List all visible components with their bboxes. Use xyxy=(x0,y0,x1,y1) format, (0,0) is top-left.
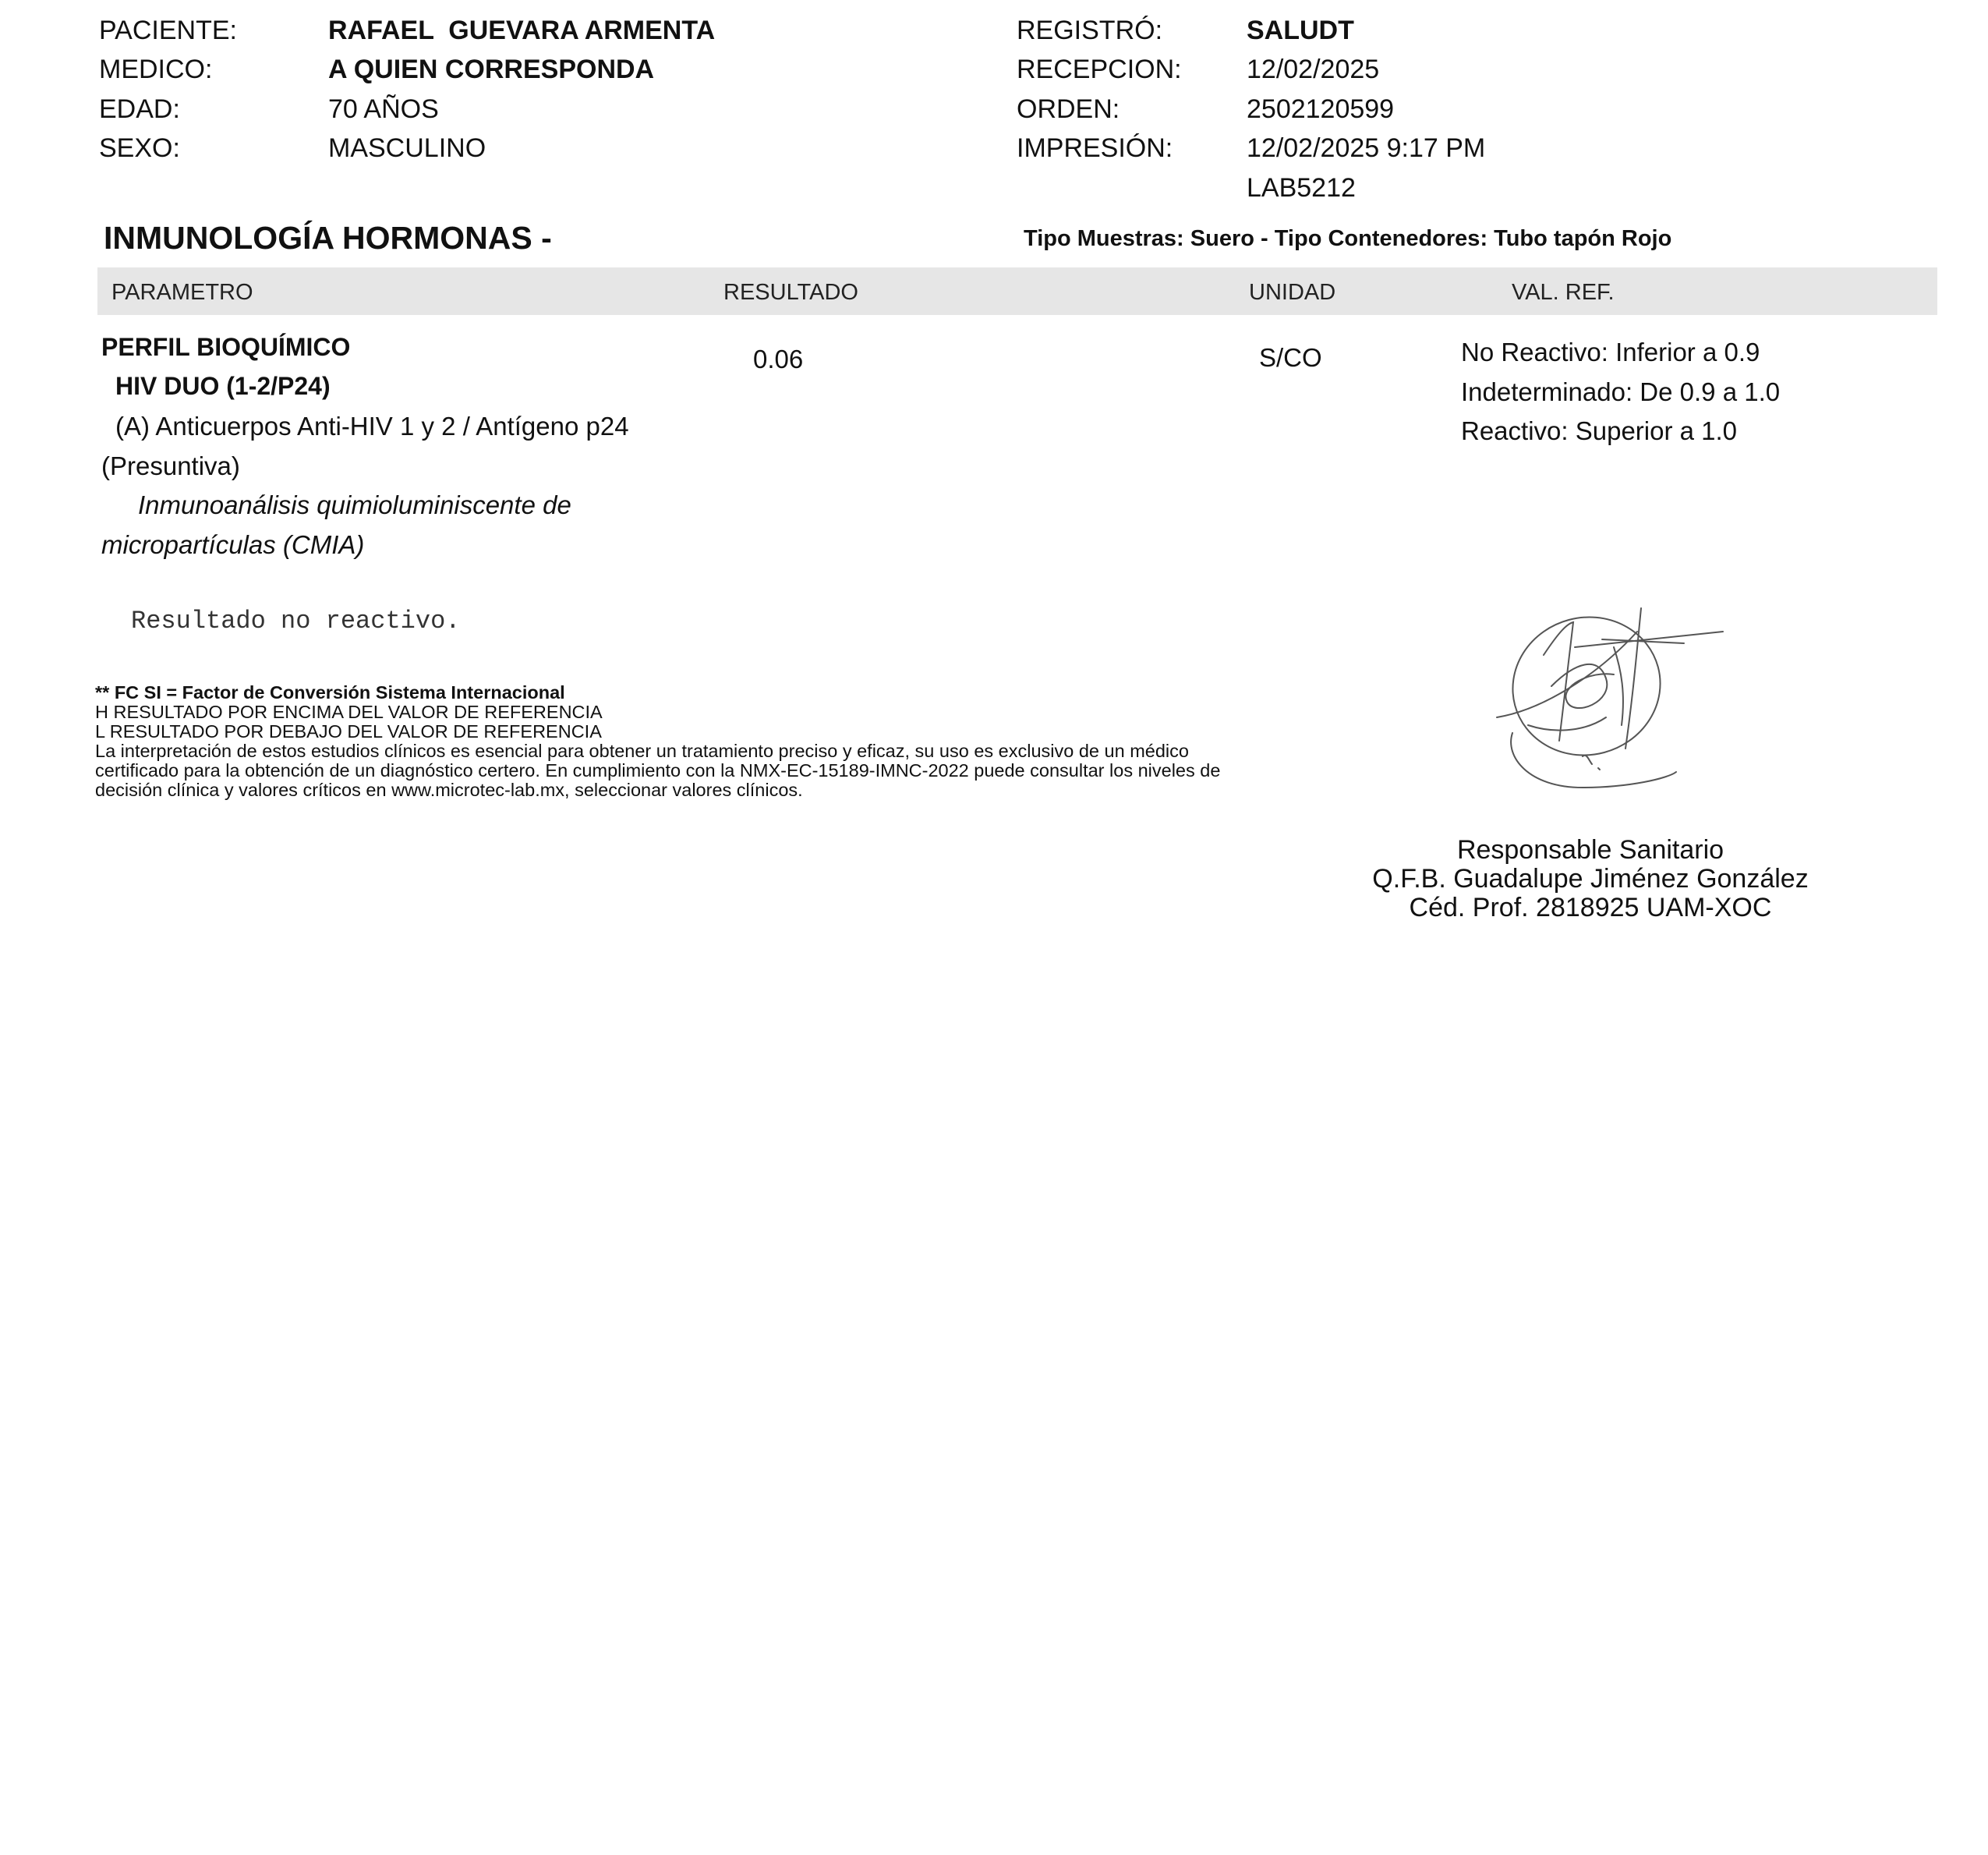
sex-label: SEXO: xyxy=(99,133,180,163)
sex-value: MASCULINO xyxy=(328,133,486,163)
footnote-fc-si: ** FC SI = Factor de Conversión Sistema Internacional xyxy=(95,682,565,703)
lab-code: LAB5212 xyxy=(1247,173,1356,203)
print-datetime: 12/02/2025 9:17 PM xyxy=(1247,133,1486,163)
responsible-title: Responsable Sanitario xyxy=(1456,835,1724,865)
header-unidad: UNIDAD xyxy=(1249,280,1336,305)
registered-by-label: REGISTRÓ: xyxy=(1017,16,1163,45)
order-number: 2502120599 xyxy=(1247,94,1395,124)
results-table-header xyxy=(97,267,1937,315)
registered-by-value: SALUDT xyxy=(1247,16,1354,45)
order-label: ORDEN: xyxy=(1017,94,1120,124)
responsible-name: Q.F.B. Guadalupe Jiménez González xyxy=(1372,864,1809,894)
doctor-name: A QUIEN CORRESPONDA xyxy=(328,55,655,84)
print-label: IMPRESIÓN: xyxy=(1017,133,1173,163)
analyte-description-cont: (Presuntiva) xyxy=(101,451,240,480)
disclaimer-line-3: decisión clínica y valores críticos en www.microtec-lab.mx, seleccionar valores clínicos. xyxy=(95,780,803,800)
doctor-label: MEDICO: xyxy=(99,55,213,84)
age-value: 70 AÑOS xyxy=(328,94,439,124)
result-comment: Resultado no reactivo. xyxy=(131,607,461,635)
disclaimer-line-2: certificado para la obtención de un diagnóstico certero. En cumplimiento con la NMX-EC-15189-IMNC-2022 puede consultar los niveles de xyxy=(95,760,1221,781)
ref-value-reactive: Reactivo: Superior a 1.0 xyxy=(1461,416,1738,445)
sample-type: Tipo Muestras: Suero - Tipo Contenedores: Tubo tapón Rojo xyxy=(1024,226,1672,251)
responsible-block xyxy=(1357,836,1824,922)
method-description-cont: micropartículas (CMIA) xyxy=(101,530,365,559)
ref-value-non-reactive: No Reactivo: Inferior a 0.9 xyxy=(1461,338,1760,366)
result-value: 0.06 xyxy=(753,345,804,373)
reception-date: 12/02/2025 xyxy=(1247,55,1380,84)
footnote-high: H RESULTADO POR ENCIMA DEL VALOR DE REFERENCIA xyxy=(95,702,603,722)
header-parametro: PARAMETRO xyxy=(111,280,253,305)
result-unit: S/CO xyxy=(1259,343,1322,372)
analyte-description: (A) Anticuerpos Anti-HIV 1 y 2 / Antígeno p24 xyxy=(115,412,629,441)
signature-image xyxy=(1481,600,1731,795)
age-label: EDAD: xyxy=(99,94,180,124)
method-description: Inmunoanálisis quimioluminiscente de xyxy=(138,490,571,519)
responsible-license: Céd. Prof. 2818925 UAM-XOC xyxy=(1409,893,1772,922)
reception-label: RECEPCION: xyxy=(1017,55,1182,84)
footnotes xyxy=(95,683,1342,800)
patient-label: PACIENTE: xyxy=(99,16,237,45)
profile-name: PERFIL BIOQUÍMICO xyxy=(101,333,351,361)
section-title: INMUNOLOGÍA HORMONAS - xyxy=(104,220,552,256)
footnote-low: L RESULTADO POR DEBAJO DEL VALOR DE REFERENCIA xyxy=(95,721,602,742)
header-resultado: RESULTADO xyxy=(723,280,858,305)
header-val-ref: VAL. REF. xyxy=(1512,280,1615,305)
patient-name: RAFAEL GUEVARA ARMENTA xyxy=(328,16,716,45)
disclaimer-line-1: La interpretación de estos estudios clínicos es esencial para obtener un tratamiento preciso y eficaz, su uso es exclusivo de un médico xyxy=(95,741,1189,761)
ref-value-indeterminate: Indeterminado: De 0.9 a 1.0 xyxy=(1461,377,1781,406)
test-name: HIV DUO (1-2/P24) xyxy=(115,372,331,400)
